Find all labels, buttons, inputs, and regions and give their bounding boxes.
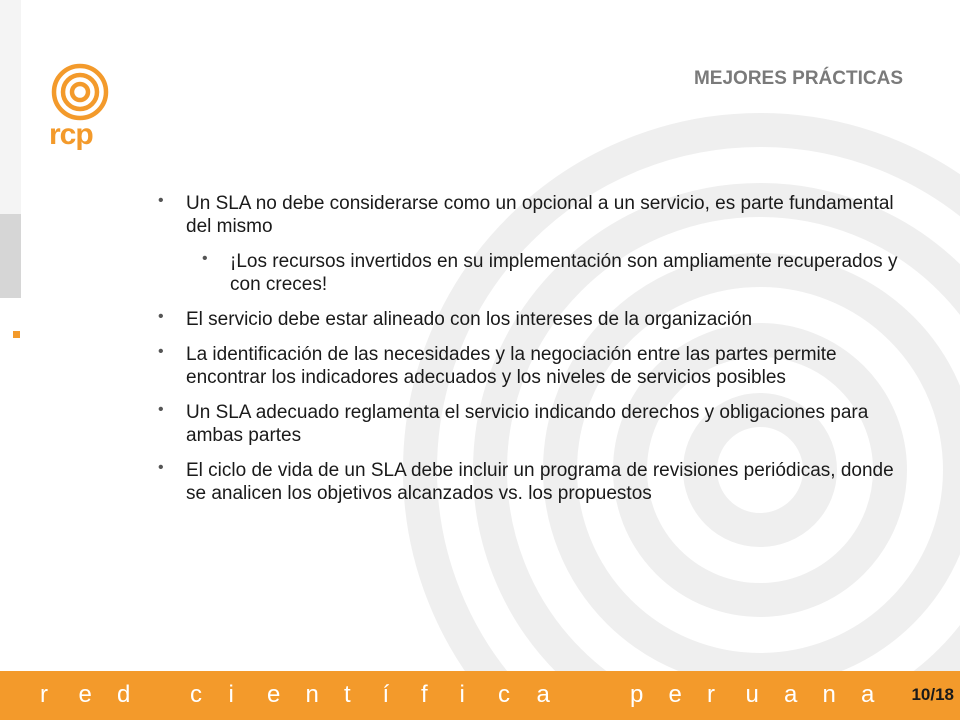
bullet-dot-icon: • xyxy=(158,343,164,360)
bullet-text: ¡Los recursos invertidos en su implementación son ampliamente recuperados y con creces! xyxy=(230,251,898,295)
footer-letter: e xyxy=(78,681,92,708)
footer-letter: u xyxy=(745,681,759,708)
footer-letter: f xyxy=(421,681,428,708)
footer-letter: i xyxy=(228,681,234,708)
bullet-text: El servicio debe estar alineado con los intereses de la organización xyxy=(186,309,753,330)
slide-title: MEJORES PRÁCTICAS xyxy=(693,68,903,89)
orange-marker xyxy=(13,331,20,338)
bullet-text: Un SLA no debe considerarse como un opcional a un servicio, es parte fundamental del mismo xyxy=(186,193,894,237)
logo-text: rcp xyxy=(49,118,93,151)
footer-letter: r xyxy=(707,681,715,708)
footer-letter: a xyxy=(861,681,875,708)
footer-letter: a xyxy=(536,681,550,708)
footer-letter: n xyxy=(822,681,836,708)
footer-band xyxy=(0,671,960,720)
bullet-dot-icon: • xyxy=(202,250,208,267)
bullet-item xyxy=(150,401,910,447)
footer-letter: c xyxy=(498,681,510,708)
footer-letter: d xyxy=(117,681,131,708)
bullet-item xyxy=(150,459,910,505)
left-bar-light xyxy=(0,0,21,214)
left-bar xyxy=(0,214,21,298)
footer-letter: n xyxy=(305,681,319,708)
footer-letter: r xyxy=(40,681,48,708)
bullet-dot-icon: • xyxy=(158,459,164,476)
footer-letter: i xyxy=(459,681,465,708)
footer-letter: í xyxy=(382,681,390,708)
footer-tagline xyxy=(0,671,900,720)
bullet-dot-icon: • xyxy=(158,192,164,209)
bullet-dot-icon: • xyxy=(158,308,164,325)
footer-letter: c xyxy=(190,681,202,708)
footer-letter: p xyxy=(630,681,644,708)
bullet-item xyxy=(150,308,910,331)
footer-letter: e xyxy=(267,681,281,708)
sub-bullet-item xyxy=(150,250,910,296)
bullet-text: Un SLA adecuado reglamenta el servicio indicando derechos y obligaciones para ambas partes xyxy=(186,402,869,446)
bullet-list xyxy=(150,192,910,517)
bullet-text: El ciclo de vida de un SLA debe incluir un programa de revisiones periódicas, donde se analicen los objetivos alcanzados vs. los propuestos xyxy=(186,460,894,504)
footer-letter: t xyxy=(344,681,351,708)
page-number: 10/18 xyxy=(911,685,954,704)
footer-letter: a xyxy=(784,681,798,708)
bullet-dot-icon: • xyxy=(158,401,164,418)
bullet-item xyxy=(150,192,910,238)
bullet-text: La identificación de las necesidades y la negociación entre las partes permite encontrar los indicadores adecuados y los niveles de servicios posibles xyxy=(186,344,837,388)
bullet-item xyxy=(150,343,910,389)
footer-letter: e xyxy=(668,681,682,708)
